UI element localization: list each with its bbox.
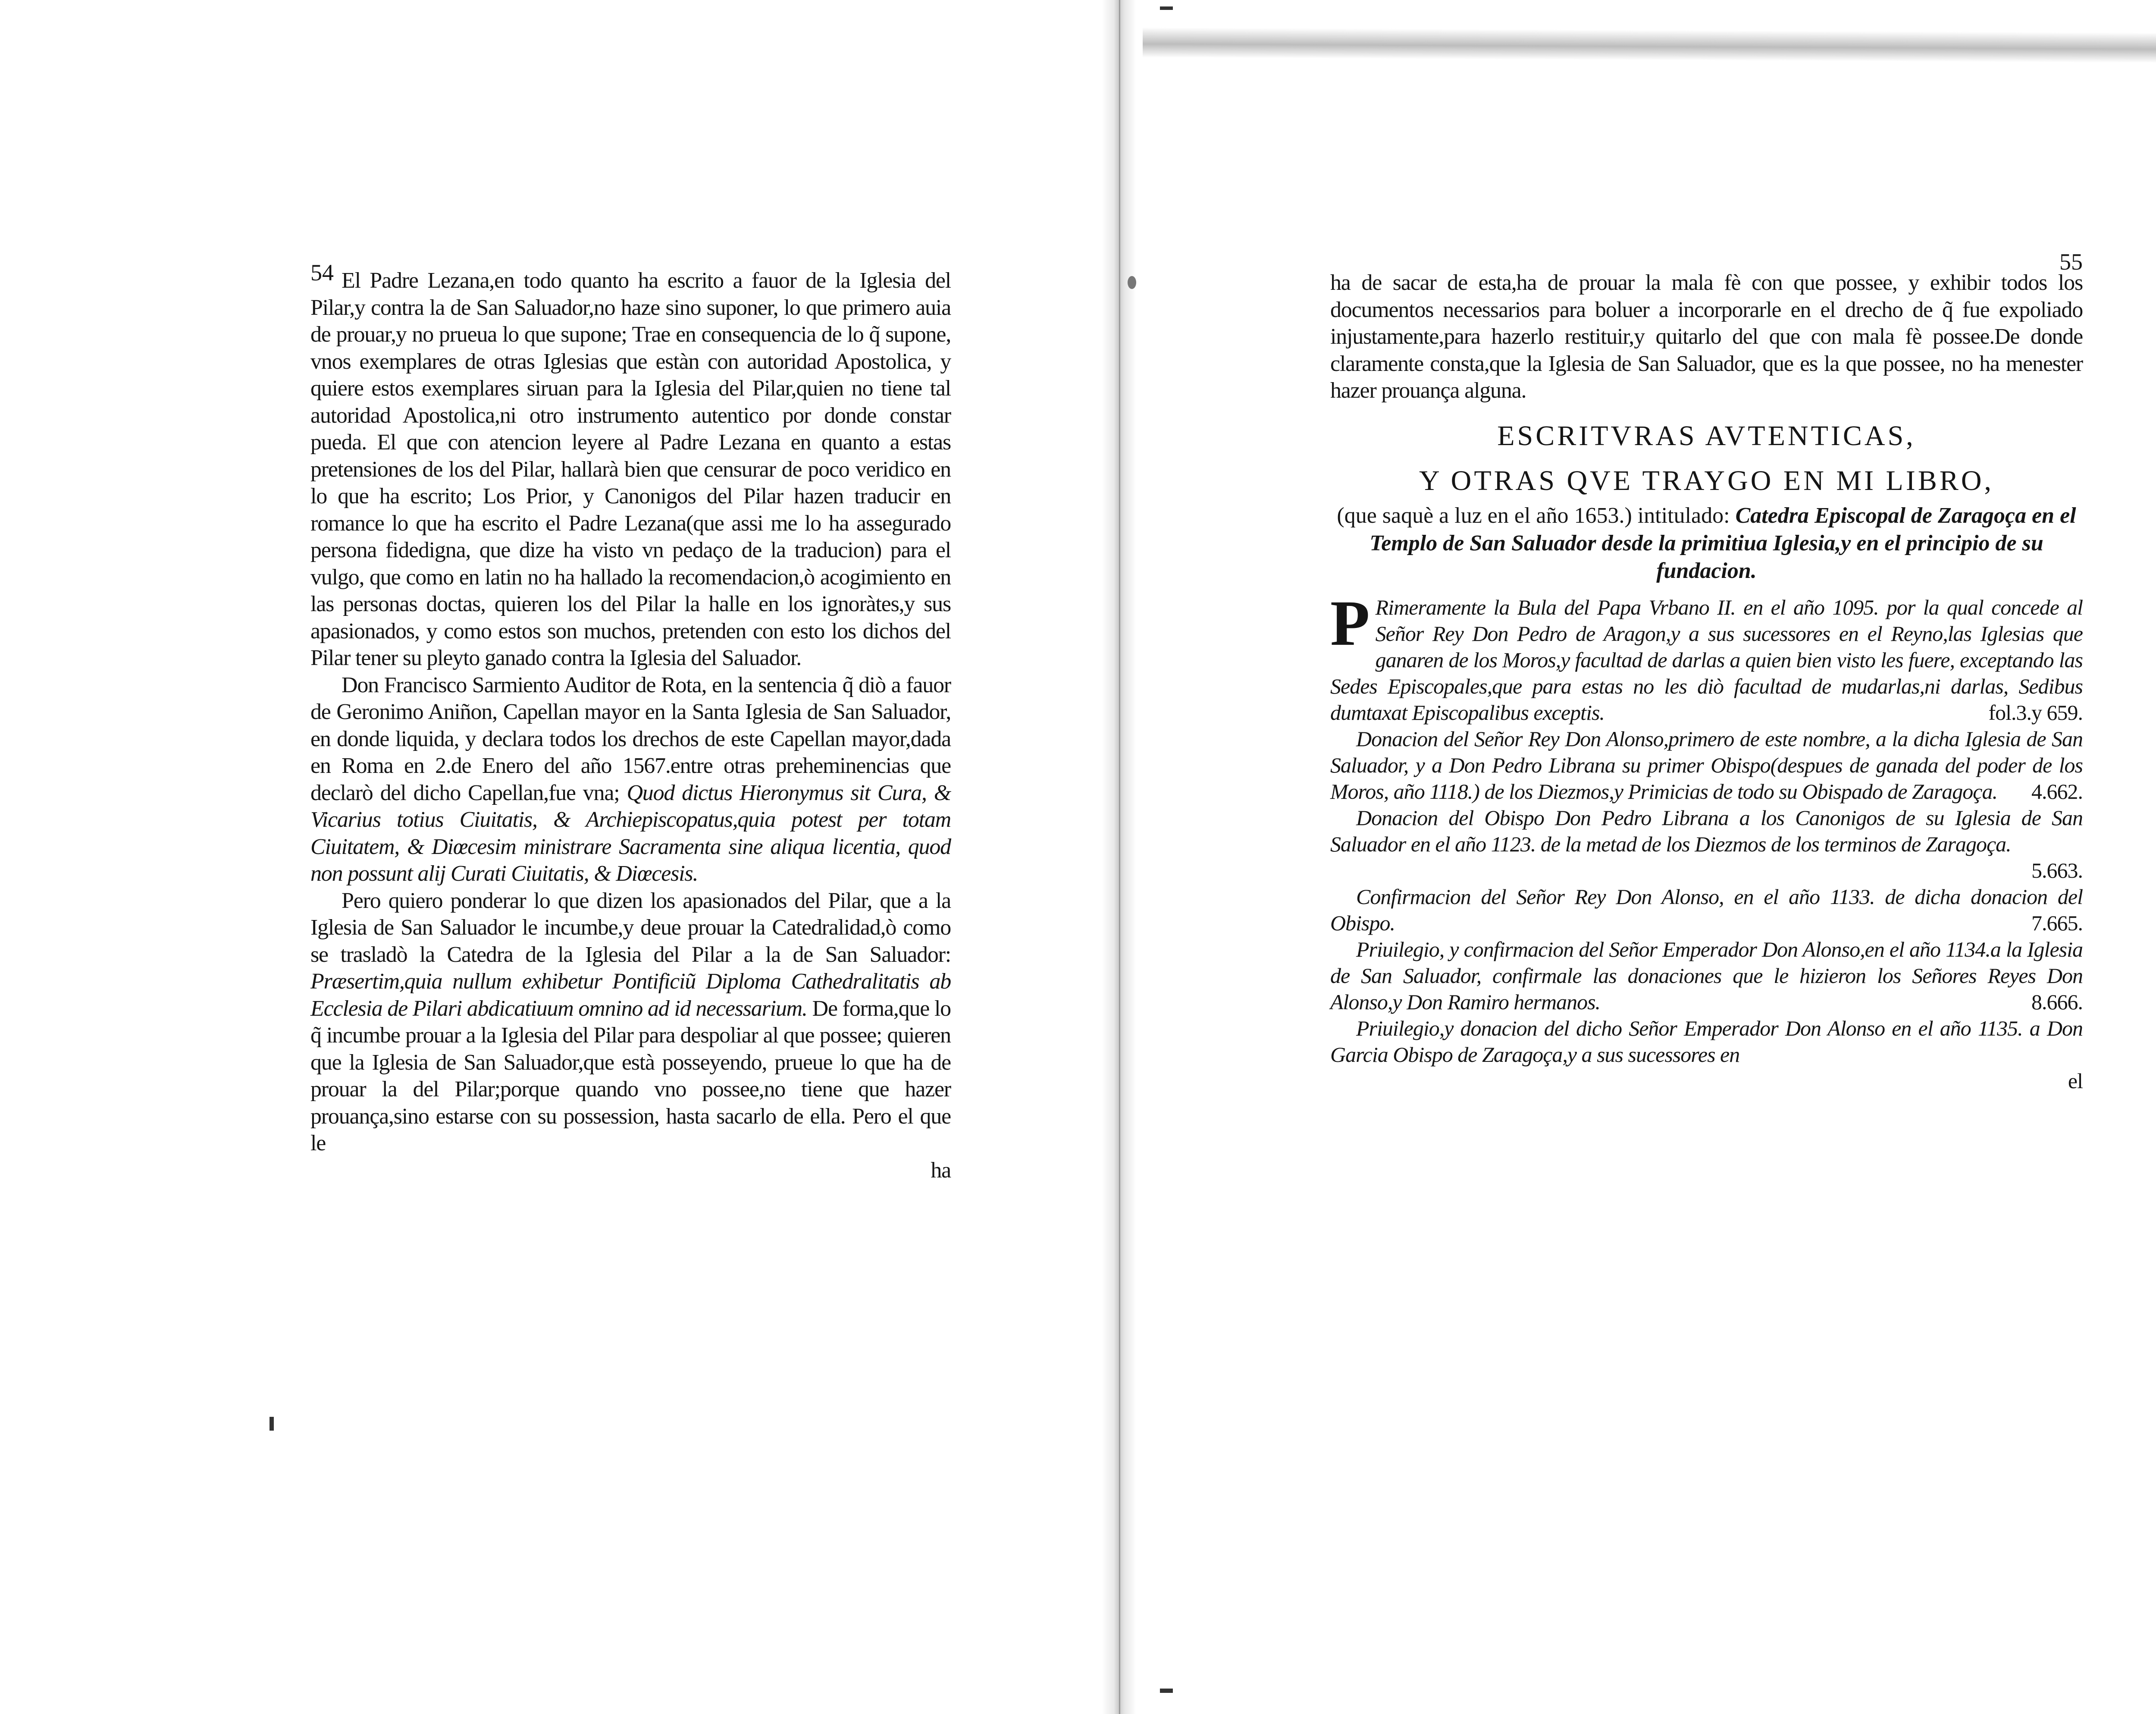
list-item <box>1330 587 2083 726</box>
section-heading-line2: Y OTRAS QVE TRAYGO EN MI LIBRO, <box>1419 465 1994 496</box>
drop-cap-initial: P <box>1330 587 1369 659</box>
entry-text: Rimeramente la Bula del Papa Vrbano II. en el año 1095. por la qual concede al Señor Rey Don Pedro de Aragon,y a sus sucessores en el Reyno,las Iglesias que ganaren de los Moros,y facultad de darlas a quien bien visto les fuere, exceptando las Sedes Episcopales,que para estas no les diò facultad de mudarlas,ni darlas, Sedibus dumtaxat Episcopalibus exceptis. <box>1330 595 2083 725</box>
list-item <box>1330 1015 2083 1068</box>
scan-mark-top <box>1160 6 1173 10</box>
catchword: ha <box>931 1158 951 1183</box>
scan-mark-left <box>270 1417 274 1431</box>
right-page <box>1330 250 2083 1094</box>
catchword: el <box>2068 1068 2083 1093</box>
paragraph-text: Don Francisco Sarmiento Auditor de Rota, en la sentencia q̃ diò a fauor de Geronimo Aniñon, Capellan mayor en la Santa Iglesia de San Saluador, en donde liquida, y declara todos los drechos de este Capellan mayor,dada en Roma en 2.de Enero del año 1567.entre otras preheminencias que declarò del dicho Capellan,fue vna; <box>310 672 951 805</box>
section-heading-line1: ESCRITVRAS AVTENTICAS, <box>1497 420 1916 452</box>
page-top-edge-shadow <box>1143 27 2156 63</box>
list-item <box>1330 936 2083 1015</box>
latin-quote: Præsertim,quia nullum exhibetur Pontificiũ Diploma Cathedralitatis ab Ecclesia de Pilari abdicatiuum omnino ad id necessarium. <box>310 969 951 1021</box>
entry-reference: 4.662. <box>2031 779 2083 804</box>
left-page <box>310 257 951 1184</box>
page-number-left: 54 <box>310 260 334 286</box>
list-item <box>1330 884 2083 936</box>
paragraph-text: De forma,que lo q̃ incumbe prouar a la Iglesia del Pilar para despoliar al que possee; quieren que la Iglesia de San Saluador,que està posseyendo, prueue lo que ha de prouar la del Pilar;porque quando vno possee,no tiene que hazer prouança,sino estarse con su possession, hasta sacarlo de ella. Pero el que le <box>310 996 951 1155</box>
subtitle-roman: (que saquè a luz en el año 1653.) intitulado: <box>1337 503 1730 528</box>
ink-spot <box>1128 276 1136 289</box>
page-number-right: 55 <box>2059 249 2083 275</box>
latin-quote: Quod dictus Hieronymus sit Cura, & Vicarius totius Ciuitatis, & Archiepiscopatus,quia potest per totam Ciuitatem, & Diœcesim ministrare Sacramenta sine aliqua licentia, quod non possunt alij Curati Ciuitatis, & Diœcesis. <box>310 780 951 886</box>
scan-mark-bottom <box>1160 1689 1173 1693</box>
paragraph-text: Pero quiero ponderar lo que dizen los apasionados del Pilar, que a la Iglesia de San Saluador le incumbe,y deue prouar la Catedralidad,ò como se trasladò la Catedra de la Iglesia del Pilar a la de San Saluador: <box>310 888 951 967</box>
entry-text: Donacion del Señor Rey Don Alonso,primero de este nombre, a la dicha Iglesia de San Saluador, y a Don Pedro Librana su primer Obispo(despues de ganada del poder de los Moros, año 1118.) de los Diezmos,y Primicias de todo su Obispado de Zaragoça. <box>1330 726 2083 804</box>
section-subtitle <box>1330 502 2083 585</box>
paragraph: El Padre Lezana,en todo quanto ha escrito a fauor de la Iglesia del Pilar,y contra la de San Saluador,no haze sino suponer, lo que primero auia de prouar,y no prueua lo que supone; Trae en consequencia de lo q̃ supone, vnos exemplares de otras Iglesias que estàn con autoridad Apostolica, y quiere estos exemplares siruan para la Iglesia del Pilar,quien no tiene tal autoridad Apostolica,ni otro instrumento autentico por donde constar pueda. El que con atencion leyere al Padre Lezana en quanto a estas pretensiones de los del Pilar, hallarà bien que censurar de poco veridico en lo que ha escrito; Los Prior, y Canonigos del Pilar hazen traducir en romance lo que ha escrito el Padre Lezana(que assi me lo ha assegurado persona fidedigna, que dize ha visto vn pedaço de la traducion) para el vulgo, que como en latin no ha hallado la recomendacion,ò acogimiento en las personas doctas, quieren los del Pilar la halle en los ignoràtes,y sus apasionados, y como estos son muchos, pretenden con esto los dichos del Pilar tener su pleyto ganado contra la Iglesia del Saluador. <box>310 268 951 670</box>
left-page-body <box>310 267 951 1184</box>
entry-reference: fol.3.y 659. <box>1988 700 2083 725</box>
entry-text: Priuilegio, y confirmacion del Señor Emperador Don Alonso,en el año 1134.a la Iglesia de San Saluador, confirmale las donaciones que le hizieron los Señores Reyes Don Alonso,y Don Ramiro hermanos. <box>1330 937 2083 1014</box>
list-item <box>1330 726 2083 805</box>
paragraph: ha de sacar de esta,ha de prouar la mala fè con que possee, y exhibir todos los documentos necessarios para boluer a incorporarle en el drecho de q̃ fue expoliado injustamente,para hazerlo restituir,y quitarlo del que con mala fè possee.De donde claramente consta,que la Iglesia de San Saluador, que es la que possee, no ha menester hazer prouança alguna. <box>1330 270 2083 403</box>
entry-text: Confirmacion del Señor Rey Don Alonso, en el año 1133. de dicha donacion del Obispo. <box>1330 884 2083 935</box>
entry-text: Priuilegio,y donacion del dicho Señor Emperador Don Alonso en el año 1135. a Don Garcia Obispo de Zaragoça,y a sus sucessores en <box>1330 1016 2083 1067</box>
right-page-body <box>1330 270 2083 405</box>
entry-text: Donacion del Obispo Don Pedro Librana a los Canonigos de su Iglesia de San Saluador en el año 1123. de la metad de los Diezmos de los terminos de Zaragoça. <box>1330 805 2083 856</box>
subtitle-book-title: Catedra Episcopal de Zaragoça en el Templo de San Saluador desde la primitiua Iglesia,y en el principio de su fundacion. <box>1369 503 2076 583</box>
list-item <box>1330 805 2083 882</box>
paragraph <box>310 672 951 888</box>
documents-list <box>1330 587 2083 1094</box>
entry-reference: 7.665. <box>2031 910 2083 935</box>
gutter-crease <box>1119 0 1120 1714</box>
paragraph <box>310 888 951 1157</box>
entry-reference: 8.666. <box>2031 989 2083 1014</box>
entry-reference: 5.663. <box>2031 858 2083 882</box>
